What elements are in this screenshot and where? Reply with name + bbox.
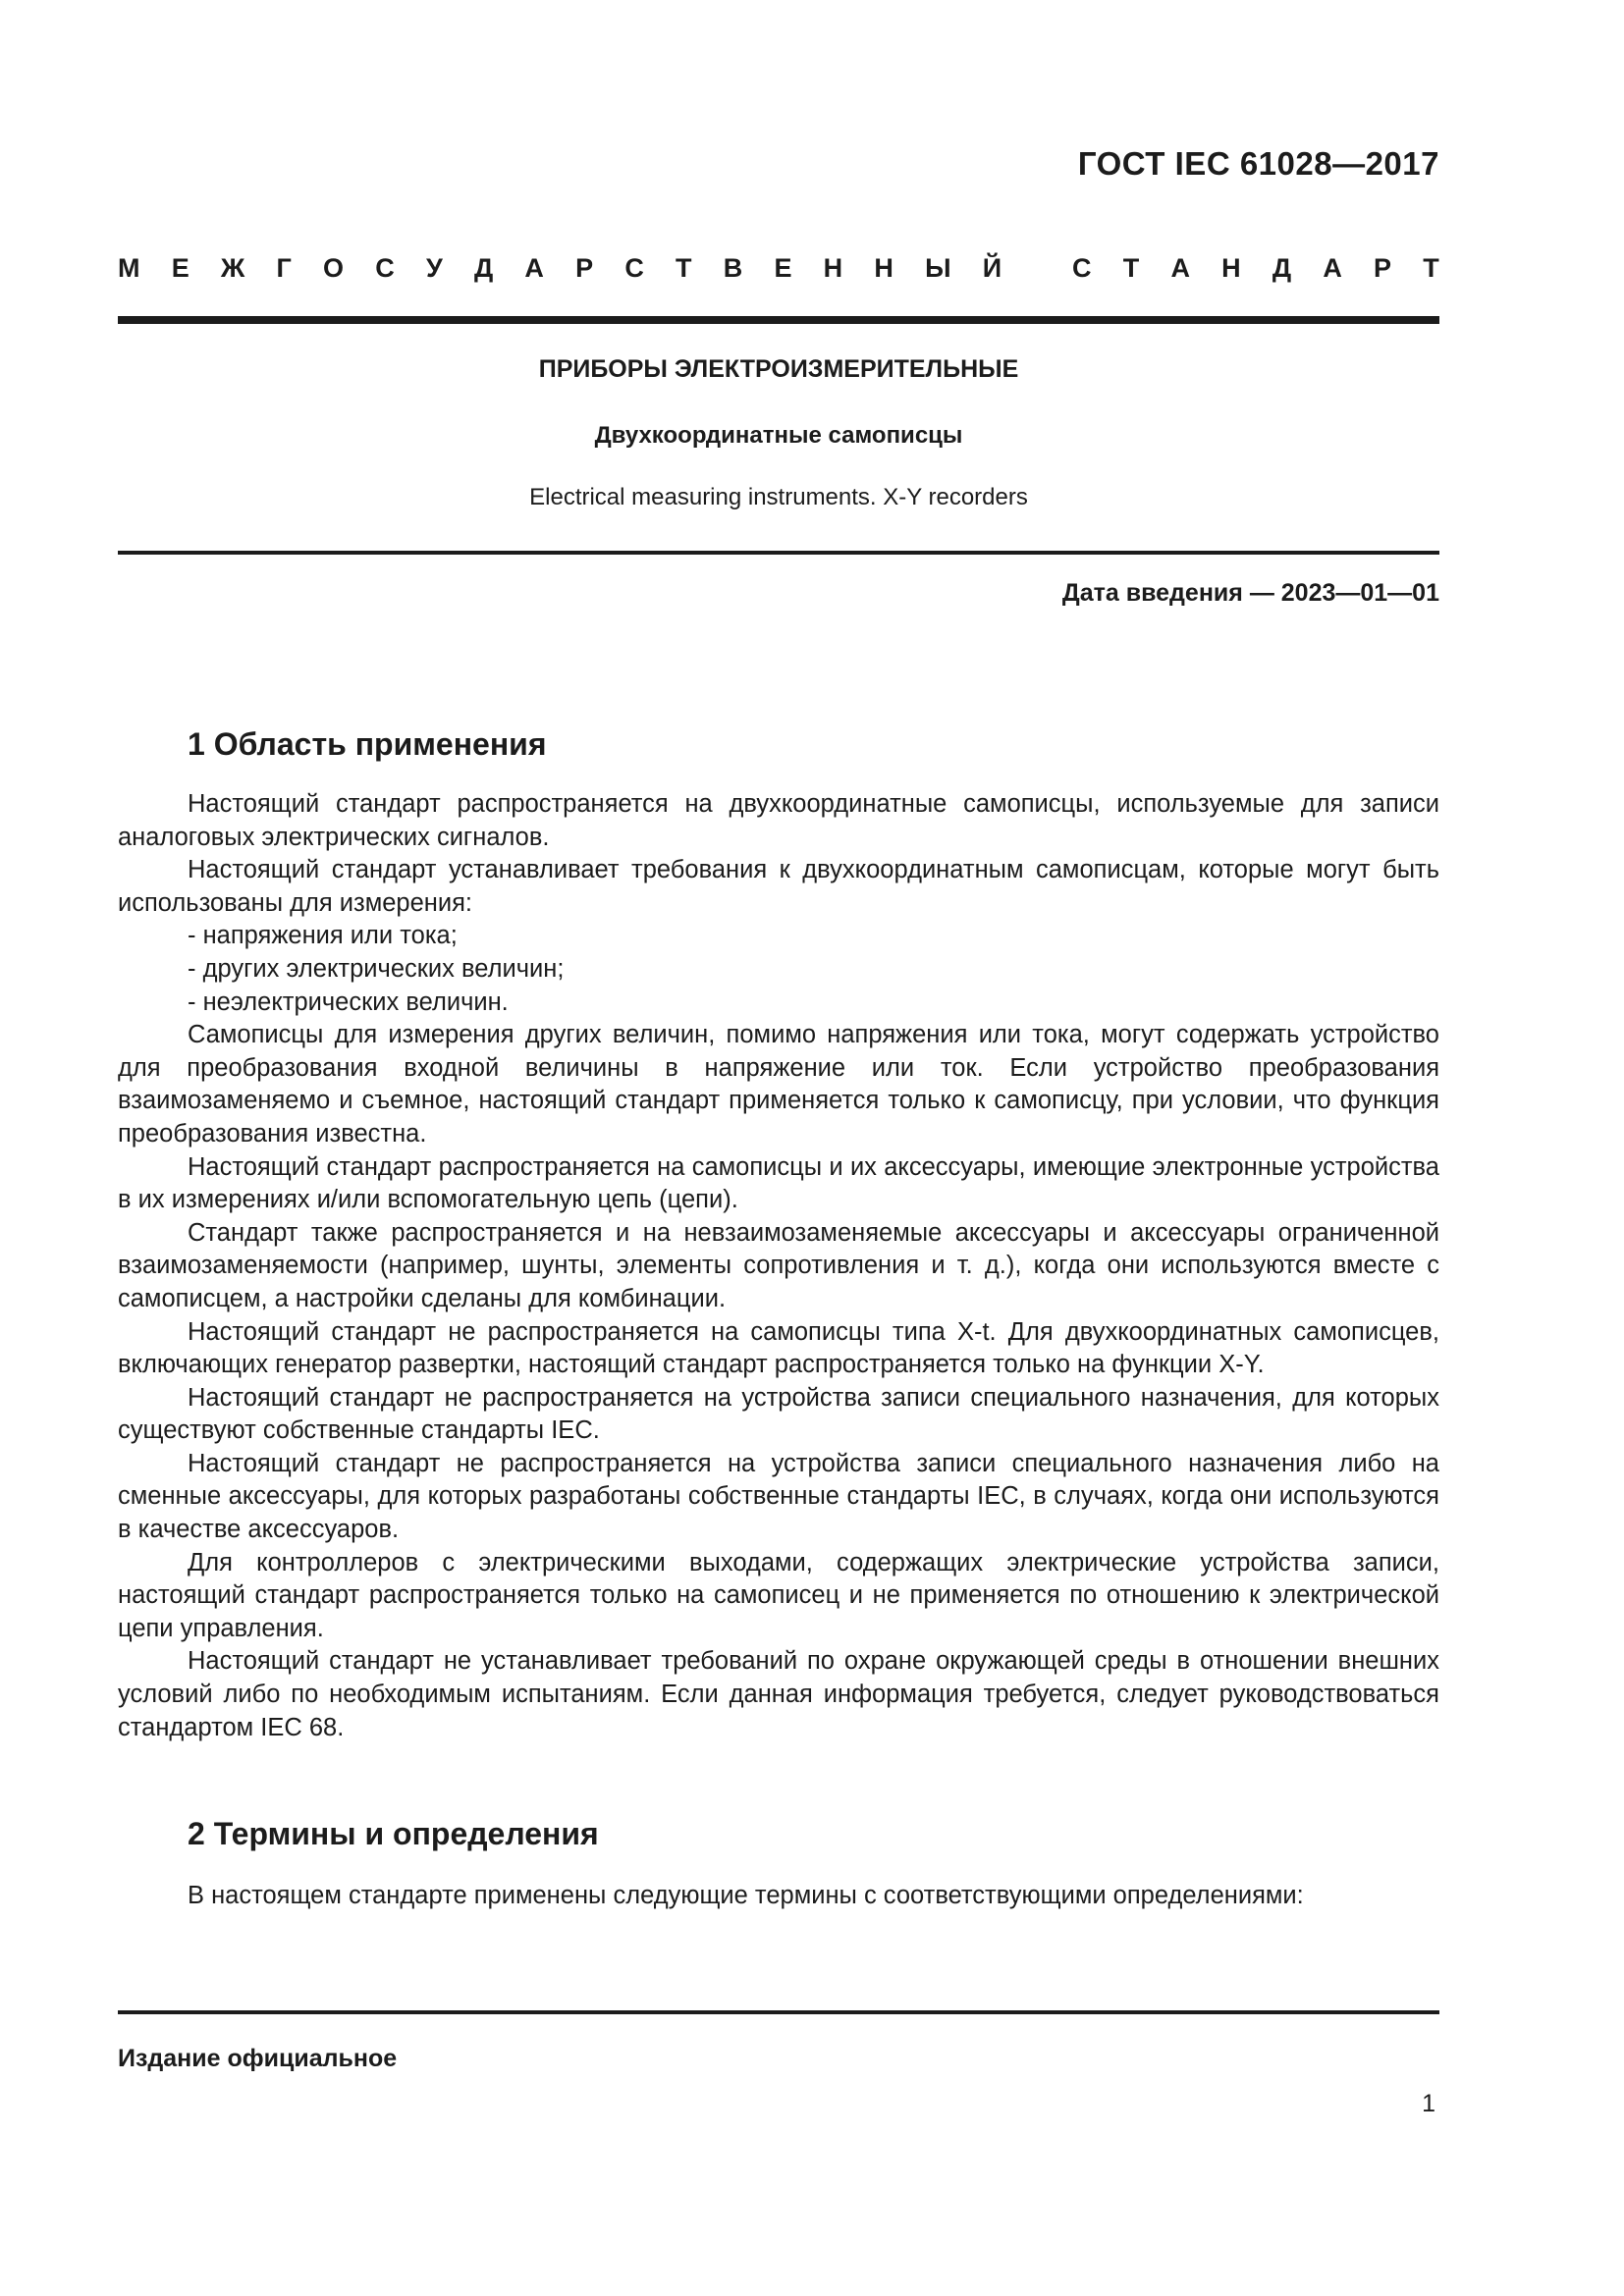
paragraph: Настоящий стандарт распространяется на двухкоординатные самописцы, используемые для записи аналоговых электрических сигналов. [118,790,1439,851]
word-gap [1033,253,1041,284]
standard-designation: ГОСТ IEC 61028—2017 [1077,145,1439,182]
letter: Ж [220,253,245,283]
letter: Н [1221,253,1241,283]
list-item: - других электрических величин; [188,954,565,983]
section-1-heading: 1 Область применения [188,726,547,762]
letter: Т [676,253,692,283]
letter: Ы [925,253,951,283]
letter: Г [276,253,292,283]
introduction-date: Дата введения — 2023—01—01 [1061,579,1439,607]
interstate-standard-banner [118,253,1439,284]
letter: Р [575,253,594,283]
letter: Т [1122,253,1140,283]
letter: А [1170,253,1190,283]
footer-rule [118,2010,1439,2014]
paragraph: Для контроллеров с электрическими выходами, содержащих электрические устройства записи, настоящий стандарт распространяется только на самописец и не применяется по отношению к электрической цепи управления. [118,1548,1439,1642]
paragraph: Настоящий стандарт устанавливает требования к двухкоординатным самописцам, которые могут быть использованы для измерения: [118,856,1439,917]
letter: О [323,253,345,283]
section-1-body [118,788,1439,1744]
letter: С [375,253,395,283]
letter: С [624,253,644,283]
document-page [118,0,1439,2296]
letter: М [118,253,140,283]
letter: Д [1272,253,1292,283]
document-title: ПРИБОРЫ ЭЛЕКТРОИЗМЕРИТЕЛЬНЫЕ [538,355,1019,383]
letter: Е [774,253,792,283]
paragraph: Настоящий стандарт не распространяется на устройства записи специального назначения либо на сменные аксессуары, для которых разработаны собственные стандарты IEC, в случаях, когда они используются в качестве аксессуаров. [118,1449,1439,1544]
edition-label: Издание официальное [118,2045,398,2072]
paragraph: Настоящий стандарт распространяется на самописцы и их аксессуары, имеющие электронные устройства в их измерениях и/или вспомогательную цепь (цепи). [118,1152,1439,1214]
letter: В [723,253,743,283]
letter: А [524,253,544,283]
letter: С [1072,253,1092,283]
list-item: - неэлектрических величин. [188,988,509,1016]
section-2-body [118,1880,1439,1913]
letter: Н [823,253,843,283]
paragraph: Настоящий стандарт не распространяется на устройства записи специального назначения, для которых существуют собственные стандарты IEC. [118,1383,1439,1445]
letter: Й [982,253,1002,283]
title-rule [118,551,1439,555]
paragraph: Стандарт также распространяется и на невзаимозаменяемые аксессуары и аксессуары ограниченной взаимозаменяемости (например, шунты, элементы сопротивления и т. д.), когда они используются вместе с самописцем, а настройки сделаны для комбинации. [118,1218,1439,1312]
letter: Т [1423,253,1439,283]
letter: Д [473,253,494,283]
paragraph: В настоящем стандарте применены следующие термины с соответствующими определениями: [188,1882,1304,1909]
letter: А [1323,253,1342,283]
paragraph: Самописцы для измерения других величин, помимо напряжения или тока, могут содержать устройство для преобразования входной величины в напряжение или ток. Если устройство преобразования взаимозаменяемо и съемное, настоящий стандарт применяется только к самописцу, при условии, что функция преобразования известна. [118,1021,1439,1148]
list-item: - напряжения или тока; [188,922,458,950]
header-rule [118,316,1439,324]
section-2-heading: 2 Термины и определения [188,1816,599,1851]
letter: Е [171,253,189,283]
paragraph: Настоящий стандарт не устанавливает требований по охране окружающей среды в отношении внешних условий либо по необходимым испытаниям. Если данная информация требуется, следует руководствоваться стандартом IEC 68. [118,1647,1439,1741]
document-title-english: Electrical measuring instruments. X-Y recorders [529,484,1028,510]
letter: Р [1374,253,1392,283]
document-subtitle: Двухкоординатные самописцы [594,422,963,449]
letter: Н [874,253,893,283]
letter: У [425,253,443,283]
paragraph: Настоящий стандарт не распространяется на самописцы типа X-t. Для двухкоординатных самописцев, включающих генератор развертки, настоящий стандарт распространяется только на функции X-Y. [118,1317,1439,1379]
page-number: 1 [1422,2090,1435,2117]
